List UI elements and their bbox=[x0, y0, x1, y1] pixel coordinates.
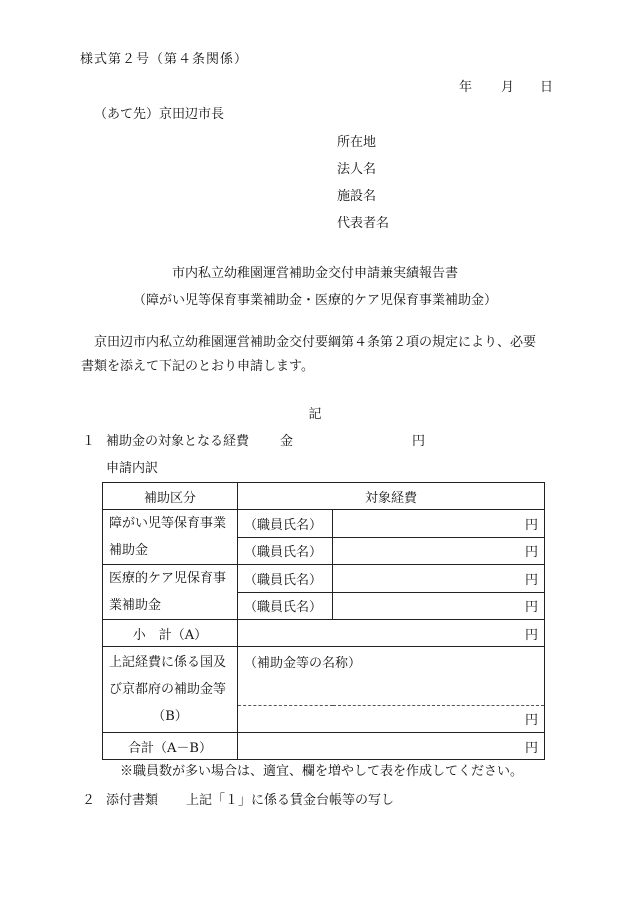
ki-heading: 記 bbox=[308, 407, 322, 422]
table-row bbox=[103, 565, 545, 593]
other-subsidy-row bbox=[103, 647, 545, 706]
applicant-representative: 代表者名 bbox=[337, 216, 390, 231]
applicant-corporation: 法人名 bbox=[337, 162, 377, 177]
group-disabled-child-care bbox=[103, 510, 238, 565]
applicant-address: 所在地 bbox=[337, 135, 377, 150]
form-number: 様式第２号（第４条関係） bbox=[80, 52, 249, 67]
header-category: 補助区分 bbox=[103, 483, 238, 510]
other-line-3: （B） bbox=[152, 709, 188, 724]
application-breakdown-table bbox=[102, 482, 545, 760]
other-line-2: び京都府の補助金等 bbox=[109, 682, 227, 697]
date-month: 月 bbox=[501, 80, 515, 95]
yen-cell: 円 bbox=[333, 565, 545, 593]
group-1-line-2: 補助金 bbox=[109, 543, 149, 558]
section-1-number: １ bbox=[82, 434, 96, 449]
table-header-row bbox=[103, 483, 545, 510]
section-1-kin: 金 bbox=[280, 434, 294, 449]
staff-name-label: （職員氏名） bbox=[238, 592, 333, 620]
yen-cell: 円 bbox=[333, 510, 545, 538]
subtotal-label: 小 計（A） bbox=[103, 620, 238, 647]
table-row bbox=[103, 510, 545, 538]
yen-cell: 円 bbox=[333, 592, 545, 620]
section-1-yen: 円 bbox=[412, 434, 426, 449]
applicant-facility: 施設名 bbox=[337, 189, 377, 204]
group-2-line-1: 医療的ケア児保育事 bbox=[109, 571, 227, 586]
date-day: 日 bbox=[540, 80, 554, 95]
breakdown-label: 申請内訳 bbox=[106, 461, 159, 476]
subsidy-name-label: （補助金等の名称） bbox=[238, 647, 545, 706]
table-note: ※職員数が多い場合は、適宜、欄を増やして表を作成してください。 bbox=[120, 764, 524, 779]
yen-cell: 円 bbox=[333, 537, 545, 565]
body-line-1: 京田辺市内私立幼稚園運営補助金交付要綱第４条第２項の規定により、必要 bbox=[94, 335, 537, 350]
body-line-2: 書類を添えて下記のとおり申請します。 bbox=[81, 359, 314, 374]
header-cost: 対象経費 bbox=[238, 483, 545, 510]
group-medical-care-child bbox=[103, 565, 238, 620]
other-line-1: 上記経費に係る国及 bbox=[109, 655, 227, 670]
group-1-line-1: 障がい児等保育事業 bbox=[109, 516, 227, 531]
total-row bbox=[103, 733, 545, 760]
other-subsidy-label bbox=[103, 647, 238, 733]
yen-cell: 円 bbox=[238, 733, 545, 760]
total-label: 合計（A－B） bbox=[103, 733, 238, 760]
document-title: 市内私立幼稚園運営補助金交付申請兼実績報告書 bbox=[171, 266, 458, 281]
staff-name-label: （職員氏名） bbox=[238, 537, 333, 565]
group-2-line-2: 業補助金 bbox=[109, 598, 162, 613]
yen-cell: 円 bbox=[238, 620, 545, 647]
yen-cell: 円 bbox=[238, 705, 545, 732]
date-year: 年 bbox=[459, 80, 473, 95]
staff-name-label: （職員氏名） bbox=[238, 565, 333, 593]
staff-name-label: （職員氏名） bbox=[238, 510, 333, 538]
document-subtitle: （障がい児等保育事業補助金・医療的ケア児保育事業補助金） bbox=[132, 293, 497, 308]
subtotal-row bbox=[103, 620, 545, 647]
section-2-label: 添付書類 bbox=[106, 793, 159, 808]
addressee: （あて先）京田辺市長 bbox=[94, 107, 225, 122]
section-2-number: ２ bbox=[82, 793, 96, 808]
section-2-value: 上記「１」に係る賃金台帳等の写し bbox=[186, 793, 395, 808]
section-1-label: 補助金の対象となる経費 bbox=[106, 434, 250, 449]
